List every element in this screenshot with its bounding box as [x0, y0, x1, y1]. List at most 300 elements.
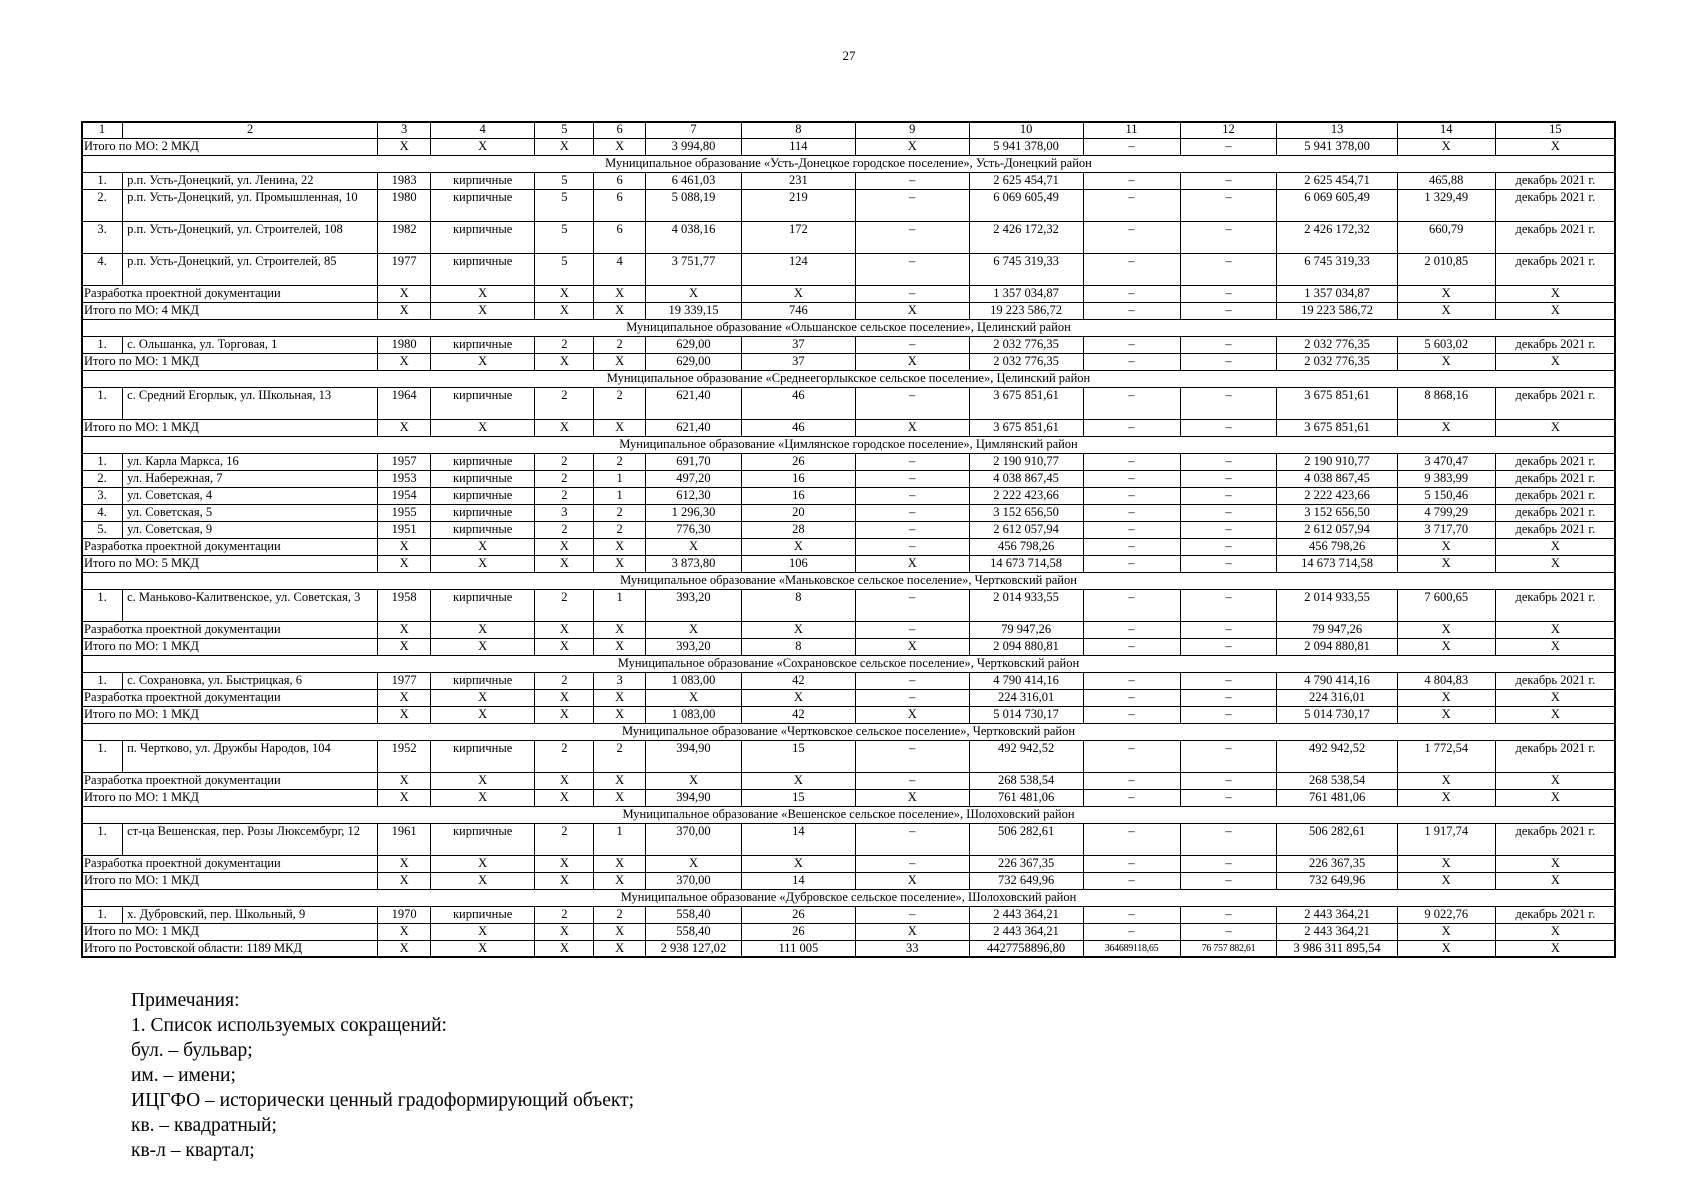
- table-cell: 629,00: [646, 337, 742, 354]
- table-cell: X: [430, 941, 534, 958]
- table-cell: 1964: [378, 388, 431, 420]
- building-address: р.п. Усть-Донецкий, ул. Ленина, 22: [123, 173, 378, 190]
- column-number-header: 1: [82, 122, 123, 139]
- table-cell: 5 150,46: [1397, 488, 1495, 505]
- total-label: Разработка проектной документации: [82, 690, 378, 707]
- table-cell: –: [1083, 590, 1180, 622]
- table-cell: 2: [535, 337, 594, 354]
- table-cell: 8: [741, 590, 855, 622]
- row-index: 3.: [82, 222, 123, 254]
- section-row: [82, 807, 1616, 824]
- table-cell: X: [378, 539, 431, 556]
- table-cell: 124: [741, 254, 855, 286]
- table-cell: 42: [741, 673, 855, 690]
- table-cell: X: [594, 690, 646, 707]
- table-cell: декабрь 2021 г.: [1495, 673, 1615, 690]
- table-cell: 1 357 034,87: [1277, 286, 1397, 303]
- table-cell: X: [1495, 773, 1615, 790]
- table-cell: –: [1083, 539, 1180, 556]
- table-cell: X: [378, 924, 431, 941]
- table-cell: X: [855, 790, 969, 807]
- table-cell: –: [1180, 505, 1277, 522]
- table-cell: –: [1180, 790, 1277, 807]
- table-cell: X: [378, 707, 431, 724]
- table-cell: –: [855, 824, 969, 856]
- table-cell: X: [741, 856, 855, 873]
- table-cell: декабрь 2021 г.: [1495, 190, 1615, 222]
- table-cell: –: [1180, 286, 1277, 303]
- table-cell: 1951: [378, 522, 431, 539]
- table-cell: декабрь 2021 г.: [1495, 454, 1615, 471]
- table-cell: 465,88: [1397, 173, 1495, 190]
- table-cell: 1 083,00: [646, 673, 742, 690]
- table-cell: –: [1083, 873, 1180, 890]
- table-cell: 370,00: [646, 873, 742, 890]
- table-cell: 2 625 454,71: [969, 173, 1083, 190]
- table-cell: X: [378, 773, 431, 790]
- table-cell: X: [1397, 873, 1495, 890]
- table-cell: 19 223 586,72: [969, 303, 1083, 320]
- table-cell: X: [378, 639, 431, 656]
- building-row: [82, 222, 1616, 254]
- table-cell: 5 014 730,17: [969, 707, 1083, 724]
- table-cell: 629,00: [646, 354, 742, 371]
- table-cell: –: [1083, 388, 1180, 420]
- table-cell: 2: [535, 471, 594, 488]
- table-cell: –: [1180, 254, 1277, 286]
- table-cell: X: [594, 622, 646, 639]
- table-cell: 26: [741, 454, 855, 471]
- row-index: 4.: [82, 254, 123, 286]
- table-cell: 26: [741, 907, 855, 924]
- table-cell: 456 798,26: [1277, 539, 1397, 556]
- total-label: Итого по Ростовской области: 1189 МКД: [82, 941, 378, 958]
- table-cell: X: [430, 354, 534, 371]
- table-cell: –: [1180, 539, 1277, 556]
- table-cell: кирпичные: [430, 741, 534, 773]
- table-cell: X: [855, 639, 969, 656]
- total-row: [82, 622, 1616, 639]
- column-number-header: 2: [123, 122, 378, 139]
- table-cell: 1: [594, 824, 646, 856]
- table-cell: 3 986 311 895,54: [1277, 941, 1397, 958]
- building-row: [82, 741, 1616, 773]
- row-index: 1.: [82, 907, 123, 924]
- table-cell: 1 296,30: [646, 505, 742, 522]
- table-cell: 2: [535, 673, 594, 690]
- section-row: [82, 437, 1616, 454]
- table-cell: X: [1495, 873, 1615, 890]
- notes-line: бул. – бульвар;: [131, 1040, 253, 1061]
- table-cell: X: [594, 790, 646, 807]
- table-cell: –: [1180, 824, 1277, 856]
- table-cell: 364689118,65: [1083, 941, 1180, 958]
- table-cell: 4 799,29: [1397, 505, 1495, 522]
- table-cell: 761 481,06: [969, 790, 1083, 807]
- table-cell: 33: [855, 941, 969, 958]
- table-cell: X: [594, 924, 646, 941]
- building-row: [82, 824, 1616, 856]
- table-cell: 5: [535, 222, 594, 254]
- total-label: Итого по МО: 1 МКД: [82, 639, 378, 656]
- table-cell: –: [1180, 454, 1277, 471]
- table-cell: X: [1495, 420, 1615, 437]
- table-cell: 3: [594, 673, 646, 690]
- table-cell: X: [535, 790, 594, 807]
- table-cell: X: [535, 856, 594, 873]
- table-cell: X: [1397, 924, 1495, 941]
- table-cell: X: [1397, 622, 1495, 639]
- table-cell: 28: [741, 522, 855, 539]
- table-cell: 9 022,76: [1397, 907, 1495, 924]
- table-cell: –: [1180, 856, 1277, 873]
- table-cell: X: [535, 690, 594, 707]
- table-cell: –: [855, 254, 969, 286]
- table-cell: X: [535, 873, 594, 890]
- table-cell: X: [1495, 707, 1615, 724]
- table-cell: 2: [535, 488, 594, 505]
- table-cell: X: [594, 707, 646, 724]
- table-cell: 5: [535, 173, 594, 190]
- building-row: [82, 471, 1616, 488]
- table-cell: 3 152 656,50: [969, 505, 1083, 522]
- total-row: [82, 639, 1616, 656]
- table-cell: –: [855, 673, 969, 690]
- table-cell: 394,90: [646, 790, 742, 807]
- table-cell: X: [646, 690, 742, 707]
- table-cell: 393,20: [646, 590, 742, 622]
- table-cell: –: [1180, 590, 1277, 622]
- total-label: Итого по МО: 2 МКД: [82, 139, 378, 156]
- table-cell: 393,20: [646, 639, 742, 656]
- table-cell: X: [378, 139, 431, 156]
- table-cell: 19 339,15: [646, 303, 742, 320]
- table-cell: X: [741, 539, 855, 556]
- table-cell: 6 069 605,49: [1277, 190, 1397, 222]
- table-cell: X: [378, 941, 431, 958]
- table-cell: кирпичные: [430, 673, 534, 690]
- table-cell: 456 798,26: [969, 539, 1083, 556]
- row-index: 1.: [82, 173, 123, 190]
- table-cell: X: [646, 773, 742, 790]
- table-cell: 1958: [378, 590, 431, 622]
- building-address: с. Ольшанка, ул. Торговая, 1: [123, 337, 378, 354]
- building-row: [82, 173, 1616, 190]
- table-cell: X: [1495, 924, 1615, 941]
- building-row: [82, 590, 1616, 622]
- table-cell: X: [741, 286, 855, 303]
- table-cell: –: [855, 590, 969, 622]
- table-cell: –: [855, 488, 969, 505]
- total-row: [82, 556, 1616, 573]
- table-cell: X: [378, 556, 431, 573]
- table-cell: X: [594, 639, 646, 656]
- table-cell: X: [1495, 539, 1615, 556]
- register-table: [81, 121, 1616, 958]
- table-cell: X: [855, 556, 969, 573]
- table-cell: 106: [741, 556, 855, 573]
- table-cell: X: [741, 690, 855, 707]
- table-cell: X: [1397, 773, 1495, 790]
- table-cell: X: [855, 924, 969, 941]
- table-cell: 5: [535, 190, 594, 222]
- table-cell: 612,30: [646, 488, 742, 505]
- table-cell: 2 094 880,81: [1277, 639, 1397, 656]
- table-cell: X: [430, 924, 534, 941]
- table-cell: X: [1397, 539, 1495, 556]
- table-cell: 1: [594, 488, 646, 505]
- notes-line: 1. Список используемых сокращений:: [131, 1015, 447, 1036]
- table-cell: 2 014 933,55: [969, 590, 1083, 622]
- table-cell: X: [1495, 139, 1615, 156]
- table-cell: –: [1180, 773, 1277, 790]
- total-label: Разработка проектной документации: [82, 622, 378, 639]
- table-cell: 2 222 423,66: [969, 488, 1083, 505]
- table-cell: 4427758896,80: [969, 941, 1083, 958]
- table-cell: кирпичные: [430, 222, 534, 254]
- table-cell: 1953: [378, 471, 431, 488]
- column-number-header: 7: [646, 122, 742, 139]
- table-cell: –: [1180, 354, 1277, 371]
- table-cell: 2: [594, 505, 646, 522]
- total-label: Разработка проектной документации: [82, 286, 378, 303]
- table-cell: 2: [594, 388, 646, 420]
- table-cell: декабрь 2021 г.: [1495, 907, 1615, 924]
- table-cell: –: [1083, 707, 1180, 724]
- table-cell: X: [1495, 354, 1615, 371]
- column-number-header: 3: [378, 122, 431, 139]
- table-cell: 394,90: [646, 741, 742, 773]
- section-row: [82, 573, 1616, 590]
- table-cell: 1 772,54: [1397, 741, 1495, 773]
- total-label: Разработка проектной документации: [82, 539, 378, 556]
- table-cell: –: [1083, 454, 1180, 471]
- total-label: Итого по МО: 1 МКД: [82, 873, 378, 890]
- column-number-header: 10: [969, 122, 1083, 139]
- table-cell: 14 673 714,58: [1277, 556, 1397, 573]
- table-cell: X: [646, 856, 742, 873]
- table-cell: X: [535, 622, 594, 639]
- table-cell: 8 868,16: [1397, 388, 1495, 420]
- table-cell: 226 367,35: [1277, 856, 1397, 873]
- table-cell: –: [855, 286, 969, 303]
- table-cell: –: [1083, 856, 1180, 873]
- table-cell: –: [1083, 824, 1180, 856]
- table-cell: –: [1083, 286, 1180, 303]
- total-row: [82, 420, 1616, 437]
- table-cell: 621,40: [646, 420, 742, 437]
- table-cell: X: [535, 139, 594, 156]
- table-cell: 497,20: [646, 471, 742, 488]
- table-cell: X: [741, 622, 855, 639]
- table-cell: X: [430, 690, 534, 707]
- table-cell: 2 032 776,35: [969, 354, 1083, 371]
- column-number-header: 4: [430, 122, 534, 139]
- table-cell: X: [1495, 622, 1615, 639]
- table-cell: 46: [741, 388, 855, 420]
- table-cell: –: [855, 173, 969, 190]
- table-cell: 1970: [378, 907, 431, 924]
- table-cell: 1982: [378, 222, 431, 254]
- table-cell: 4 038,16: [646, 222, 742, 254]
- table-cell: X: [646, 286, 742, 303]
- table-cell: 1: [594, 590, 646, 622]
- table-cell: X: [535, 420, 594, 437]
- table-cell: 2: [594, 741, 646, 773]
- total-row: [82, 303, 1616, 320]
- table-cell: 1980: [378, 337, 431, 354]
- table-cell: 231: [741, 173, 855, 190]
- table-cell: –: [855, 539, 969, 556]
- table-cell: 1954: [378, 488, 431, 505]
- section-title: Муниципальное образование «Усть-Донецкое городское поселение», Усть-Донецкий район: [82, 156, 1616, 173]
- table-cell: X: [855, 354, 969, 371]
- table-cell: –: [1180, 639, 1277, 656]
- section-title: Муниципальное образование «Сохрановское сельское поселение», Чертковский район: [82, 656, 1616, 673]
- table-cell: 3 152 656,50: [1277, 505, 1397, 522]
- section-row: [82, 890, 1616, 907]
- table-cell: –: [1083, 907, 1180, 924]
- header-row: [82, 122, 1616, 139]
- table-cell: 2: [535, 590, 594, 622]
- table-cell: 224 316,01: [1277, 690, 1397, 707]
- table-cell: 4 790 414,16: [969, 673, 1083, 690]
- table-cell: –: [855, 773, 969, 790]
- table-cell: –: [1083, 222, 1180, 254]
- table-cell: 3 717,70: [1397, 522, 1495, 539]
- table-cell: декабрь 2021 г.: [1495, 505, 1615, 522]
- table-cell: 506 282,61: [1277, 824, 1397, 856]
- table-cell: X: [378, 790, 431, 807]
- table-cell: 1983: [378, 173, 431, 190]
- table-cell: X: [535, 354, 594, 371]
- table-cell: 691,70: [646, 454, 742, 471]
- total-row: [82, 856, 1616, 873]
- table-cell: –: [1180, 741, 1277, 773]
- table-cell: 3 470,47: [1397, 454, 1495, 471]
- table-cell: –: [1180, 522, 1277, 539]
- table-cell: X: [594, 420, 646, 437]
- table-cell: 732 649,96: [969, 873, 1083, 890]
- row-index: 2.: [82, 471, 123, 488]
- table-cell: 1 329,49: [1397, 190, 1495, 222]
- table-cell: X: [1495, 690, 1615, 707]
- table-cell: 37: [741, 337, 855, 354]
- total-label: Итого по МО: 1 МКД: [82, 707, 378, 724]
- table-cell: 2 938 127,02: [646, 941, 742, 958]
- table-cell: 114: [741, 139, 855, 156]
- table-cell: –: [1180, 337, 1277, 354]
- table-cell: –: [1083, 741, 1180, 773]
- total-label: Итого по МО: 5 МКД: [82, 556, 378, 573]
- table-cell: X: [1397, 690, 1495, 707]
- table-cell: X: [1495, 556, 1615, 573]
- table-cell: 6: [594, 222, 646, 254]
- row-index: 5.: [82, 522, 123, 539]
- table-cell: –: [1083, 354, 1180, 371]
- table-cell: 558,40: [646, 924, 742, 941]
- table-cell: 776,30: [646, 522, 742, 539]
- section-title: Муниципальное образование «Чертковское сельское поселение», Чертковский район: [82, 724, 1616, 741]
- table-cell: X: [1397, 303, 1495, 320]
- table-cell: X: [430, 556, 534, 573]
- table-cell: –: [1083, 337, 1180, 354]
- table-cell: 6: [594, 173, 646, 190]
- building-address: ул. Карла Маркса, 16: [123, 454, 378, 471]
- table-cell: X: [430, 139, 534, 156]
- table-cell: X: [535, 303, 594, 320]
- table-cell: –: [855, 454, 969, 471]
- table-cell: X: [430, 286, 534, 303]
- table-cell: 5 941 378,00: [1277, 139, 1397, 156]
- section-row: [82, 156, 1616, 173]
- row-index: 1.: [82, 337, 123, 354]
- building-row: [82, 488, 1616, 505]
- table-cell: –: [1083, 790, 1180, 807]
- row-index: 4.: [82, 505, 123, 522]
- table-cell: –: [855, 190, 969, 222]
- table-cell: X: [535, 707, 594, 724]
- table-cell: 79 947,26: [969, 622, 1083, 639]
- table-cell: 2: [594, 454, 646, 471]
- table-cell: X: [378, 303, 431, 320]
- table-cell: 2 032 776,35: [1277, 354, 1397, 371]
- total-row: [82, 924, 1616, 941]
- table-cell: декабрь 2021 г.: [1495, 337, 1615, 354]
- table-cell: 621,40: [646, 388, 742, 420]
- table-cell: X: [378, 873, 431, 890]
- table-cell: 2 443 364,21: [969, 907, 1083, 924]
- table-cell: 2: [594, 907, 646, 924]
- building-address: р.п. Усть-Донецкий, ул. Строителей, 108: [123, 222, 378, 254]
- table-cell: –: [855, 222, 969, 254]
- table-cell: 1 357 034,87: [969, 286, 1083, 303]
- table-cell: X: [535, 924, 594, 941]
- table-cell: –: [1180, 556, 1277, 573]
- notes-heading: Примечания:: [131, 990, 240, 1011]
- table-cell: 37: [741, 354, 855, 371]
- table-cell: 7 600,65: [1397, 590, 1495, 622]
- table-cell: 2: [535, 522, 594, 539]
- table-cell: X: [1397, 790, 1495, 807]
- total-row: [82, 139, 1616, 156]
- table-cell: 20: [741, 505, 855, 522]
- table-cell: 1980: [378, 190, 431, 222]
- table-cell: –: [1180, 190, 1277, 222]
- table-cell: 1: [594, 471, 646, 488]
- total-label: Итого по МО: 1 МКД: [82, 354, 378, 371]
- table-cell: –: [855, 471, 969, 488]
- table-cell: 14: [741, 873, 855, 890]
- table-cell: X: [594, 354, 646, 371]
- table-cell: –: [1083, 303, 1180, 320]
- building-address: с. Сохрановка, ул. Быстрицкая, 6: [123, 673, 378, 690]
- table-cell: декабрь 2021 г.: [1495, 590, 1615, 622]
- table-cell: X: [1495, 941, 1615, 958]
- table-cell: –: [1180, 907, 1277, 924]
- building-address: ул. Советская, 9: [123, 522, 378, 539]
- table-cell: X: [535, 941, 594, 958]
- building-row: [82, 673, 1616, 690]
- table-cell: 19 223 586,72: [1277, 303, 1397, 320]
- table-cell: декабрь 2021 г.: [1495, 488, 1615, 505]
- table-cell: 268 538,54: [969, 773, 1083, 790]
- notes-line: ИЦГФО – исторически ценный градоформирующий объект;: [131, 1090, 635, 1111]
- table-cell: –: [1180, 139, 1277, 156]
- table-cell: кирпичные: [430, 522, 534, 539]
- table-cell: X: [535, 639, 594, 656]
- table-cell: X: [594, 303, 646, 320]
